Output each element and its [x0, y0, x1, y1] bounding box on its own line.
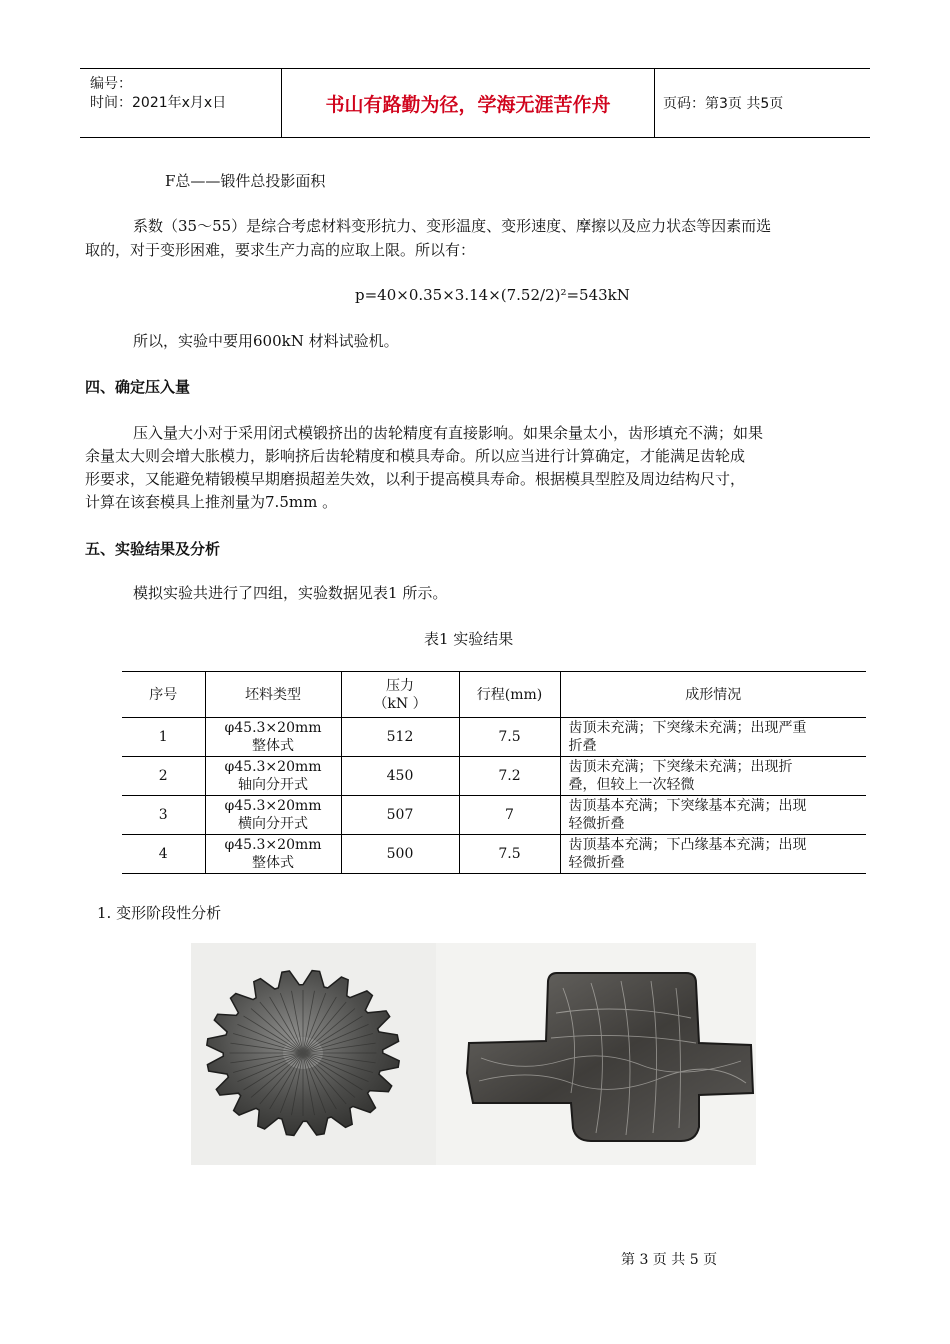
table-row [122, 757, 866, 796]
cell-result: 齿顶基本充满；下凸缘基本充满；出现 轻微折叠 [560, 835, 866, 874]
cell-stroke: 7.5 [459, 835, 560, 874]
cell-index: 2 [122, 757, 205, 796]
header-info-cell [80, 69, 282, 137]
f-total-definition [165, 170, 325, 193]
table-row [122, 718, 866, 757]
s4-line4: 计算在该套模具上推剂量为7.5mm 。 [85, 493, 338, 511]
cell-blank: φ45.3×20mm 横向分开式 [205, 796, 341, 835]
header-motto: 书山有路勤为径，学海无涯苦作舟 [282, 69, 655, 137]
cell-pressure: 507 [341, 796, 459, 835]
f-total-text: F总——锻件总投影面积 [165, 172, 326, 190]
table-row [122, 796, 866, 835]
forging-photo-graphic [191, 943, 756, 1165]
coef-paragraph-line1: 系数（35～55）是综合考虑材料变形抗力、变形温度、变形速度、摩擦以及应力状态等因素而选 [133, 217, 772, 235]
header-pressure: 压力 （kN ） [341, 672, 459, 718]
page-indicator: 页码：第3页 共5页 [663, 96, 784, 112]
gear-image [207, 971, 399, 1136]
coef-paragraph-line2: 取的，对于变形困难，要求生产力高的应取上限。所以有： [85, 241, 476, 259]
cell-pressure: 500 [341, 835, 459, 874]
cell-stroke: 7.2 [459, 757, 560, 796]
cell-index: 4 [122, 835, 205, 874]
s4-line3: 形要求，又能避免精锻模早期磨损超差失效，以利于提高模具寿命。根据模具型腔及周边结构尺寸， [85, 470, 746, 488]
cell-stroke: 7.5 [459, 718, 560, 757]
cell-pressure: 512 [341, 718, 459, 757]
cell-blank: φ45.3×20mm 整体式 [205, 835, 341, 874]
header-stroke: 行程(mm) [459, 672, 560, 718]
s5-line1: 模拟实验共进行了四组，实验数据见表1 所示。 [133, 584, 448, 602]
cell-result: 齿顶未充满；下突缘未充满；出现折 叠，但较上一次轻微 [560, 757, 866, 796]
table-caption: 表1 实验结果 [424, 630, 514, 648]
cell-result: 齿顶基本充满；下突缘基本充满；出现 轻微折叠 [560, 796, 866, 835]
s4-line1: 压入量大小对于采用闭式模锻挤出的齿轮精度有直接影响。如果余量太小，齿形填充不满；如果 [133, 424, 764, 442]
results-table [122, 671, 866, 874]
cell-index: 1 [122, 718, 205, 757]
forging-photo [191, 943, 756, 1165]
cell-blank: φ45.3×20mm 轴向分开式 [205, 757, 341, 796]
cell-pressure: 450 [341, 757, 459, 796]
formula: p=40×0.35×3.14×(7.52/2)²=543kN [355, 286, 630, 304]
subsection-1-heading: 1. 变形阶段性分析 [97, 904, 222, 922]
header-index: 序号 [122, 672, 205, 718]
cell-stroke: 7 [459, 796, 560, 835]
page-footer: 第 3 页 共 5 页 [621, 1252, 718, 1268]
section-4-heading: 四、确定压入量 [85, 378, 191, 396]
table-row [122, 835, 866, 874]
header-page-cell [655, 69, 870, 137]
date-label: 时间：2021年x月x日 [90, 95, 227, 111]
doc-number-label: 编号： [90, 76, 132, 92]
table-header-row [122, 672, 866, 718]
page-header [80, 68, 870, 138]
machine-sentence: 所以，实验中要用600kN 材料试验机。 [133, 332, 399, 350]
section-5-heading: 五、实验结果及分析 [85, 540, 221, 558]
cell-blank: φ45.3×20mm 整体式 [205, 718, 341, 757]
header-forming-result: 成形情况 [560, 672, 866, 718]
s4-line2: 余量太大则会增大胀模力，影响挤后齿轮精度和模具寿命。所以应当进行计算确定，才能满足齿轮成 [85, 447, 746, 465]
header-blank-type: 坯料类型 [205, 672, 341, 718]
cell-index: 3 [122, 796, 205, 835]
cell-result: 齿顶未充满；下突缘未充满；出现严重 折叠 [560, 718, 866, 757]
